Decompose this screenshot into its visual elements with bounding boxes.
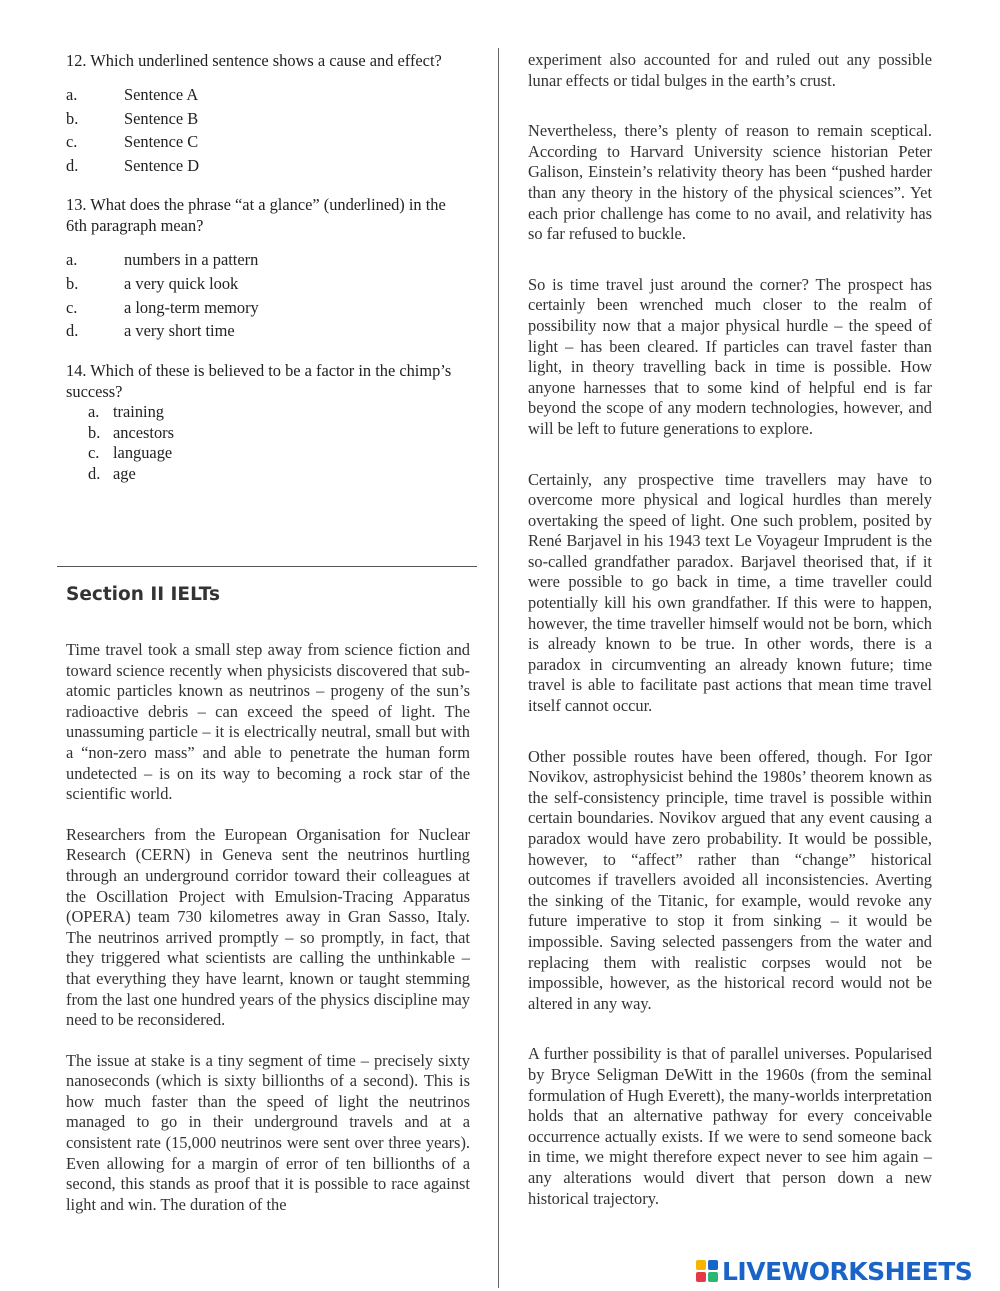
question-13 xyxy=(66,194,470,342)
answer-option[interactable]: b. Sentence B xyxy=(66,108,199,128)
answer-option[interactable]: a. Sentence A xyxy=(66,85,199,104)
passage-paragraph: Time travel took a small step away from science fiction and toward science recently when physicists discovered that sub-atomic particles known as neutrinos – progeny of the sun’s radioactive debris – can exceed the speed of light. The unassuming particle – it is electrically neutral, small but with a “non-zero mass” and able to penetrate the human form undetected – is on its way to becoming a rock star of the scientific world. xyxy=(66,640,470,804)
answer-option[interactable]: d. a very short time xyxy=(66,321,235,341)
passage-paragraph: Nevertheless, there’s plenty of reason to remain sceptical. According to Harvard University science historian Peter Galison, Einstein’s relativity theory has been “pushed harder than any theory in the history of the physical sciences”. Yet each prior challenge has come to no avail, and relativity has so far refused to buckle. xyxy=(528,121,932,244)
answer-option[interactable]: d. age xyxy=(88,464,136,484)
passage-paragraph: So is time travel just around the corner? The prospect has certainly been wrenched much closer to the realm of possibility now that a major physical hurdle – the speed of light – has been cleared. If particles can travel faster than light, in theory travelling back in time is possible. How anyone harnesses that to some kind of helpful end is far beyond the scope of any modern technologies, however, and will be left to future generations to explore. xyxy=(528,274,932,438)
answer-option[interactable]: a. training xyxy=(88,401,164,421)
answer-option[interactable]: d. Sentence D xyxy=(66,155,200,175)
passage-paragraph: A further possibility is that of parallel universes. Popularised by Bryce Seligman DeWitt in the 1960s (from the seminal formulation of Hugh Everett), the many-worlds interpretation holds that an alternative pathway for every conceivable occurrence actually exists. If we were to send someone back in time, we might therefore expect never to see him again – any alterations would divert that person down a new historical trajectory. xyxy=(528,1044,932,1208)
logo-text: LIVEWORKSHEETS xyxy=(722,1256,973,1286)
column-divider xyxy=(498,48,499,1288)
logo-mark-icon xyxy=(696,1260,718,1282)
left-column xyxy=(66,50,470,485)
question-prompt: 14. Which of these is believed to be a factor in the chimp’s success? xyxy=(66,360,452,401)
passage-paragraph: Other possible routes have been offered, though. For Igor Novikov, astrophysicist behind the 1980s’ theorem known as the self-consistency principle, time travel is possible within certain boundaries. Novikov argued that any event causing a paradox would have zero probability. It would be possible, however, to “affect” rather than “change” historical outcomes if travellers avoided all inconsistencies. Averting the sinking of the Titanic, for example, would revoke any future imperative to stop it from sinking – it would be impossible. Saving selected passengers from the water and replacing them with realistic corpses would not be impossible, however, as the historical record would not be altered in any way. xyxy=(528,746,932,1013)
answer-option[interactable]: c. language xyxy=(88,443,173,463)
passage-paragraph: experiment also accounted for and ruled out any possible lunar effects or tidal bulges in the earth’s crust. xyxy=(528,50,932,90)
answer-option[interactable]: b. ancestors xyxy=(88,422,174,442)
answer-options xyxy=(66,402,470,485)
passage-paragraph: The issue at stake is a tiny segment of time – precisely sixty nanoseconds (which is sixty billionths of a second). This is how much faster than the speed of light the neutrinos managed to go in their underground travels and at a consistent rate (15,000 neutrinos were sent over three years). Even allowing for a margin of error of ten billionths of a second, this stands as proof that it is possible to race against light and win. The duration of the xyxy=(66,1050,470,1214)
liveworksheets-logo xyxy=(696,1256,972,1286)
question-12 xyxy=(66,50,470,177)
answer-options xyxy=(66,248,470,342)
answer-option[interactable]: c. Sentence C xyxy=(66,132,199,152)
answer-option[interactable]: c. a long-term memory xyxy=(66,297,259,317)
question-prompt: 13. What does the phrase “at a glance” (underlined) in the 6th paragraph mean? xyxy=(66,195,446,236)
passage-paragraph: Researchers from the European Organisation for Nuclear Research (CERN) in Geneva sent the neutrinos hurtling through an underground corridor toward their colleagues at the Oscillation Project with Emulsion-Tracing Apparatus (OPERA) team 730 kilometres away in Gran Sasso, Italy. The neutrinos arrived promptly – so promptly, in fact, that they triggered what scientists are calling the unthinkable – that everything they have learnt, known or taught stemming from the last one hundred years of the physics discipline may need to be reconsidered. xyxy=(66,824,470,1030)
answer-option[interactable]: b. a very quick look xyxy=(66,273,239,293)
answer-options xyxy=(66,83,470,177)
section-divider xyxy=(57,566,477,567)
section-title: Section II IELTs xyxy=(66,584,220,605)
reading-passage-right xyxy=(528,50,932,1209)
reading-passage-left xyxy=(66,640,470,1215)
question-14 xyxy=(66,360,470,485)
passage-paragraph: Certainly, any prospective time travellers may have to overcome more physical and logical hurdles than merely overtaking the speed of light. One such problem, posited by René Barjavel in his 1943 text Le Voyageur Imprudent is the so-called grandfather paradox. Barjavel theorised that, if it were possible to go back in time, a time traveller could potentially kill his own grandfather. If this were to happen, however, the time traveller himself would not be born, which is already known to be true. In other words, there is a paradox in circumventing an already known future; time travel is able to facilitate past actions that mean time travel itself cannot occur. xyxy=(528,469,932,716)
question-prompt: 12. Which underlined sentence shows a cause and effect? xyxy=(66,51,442,70)
answer-option[interactable]: a. numbers in a pattern xyxy=(66,250,259,270)
